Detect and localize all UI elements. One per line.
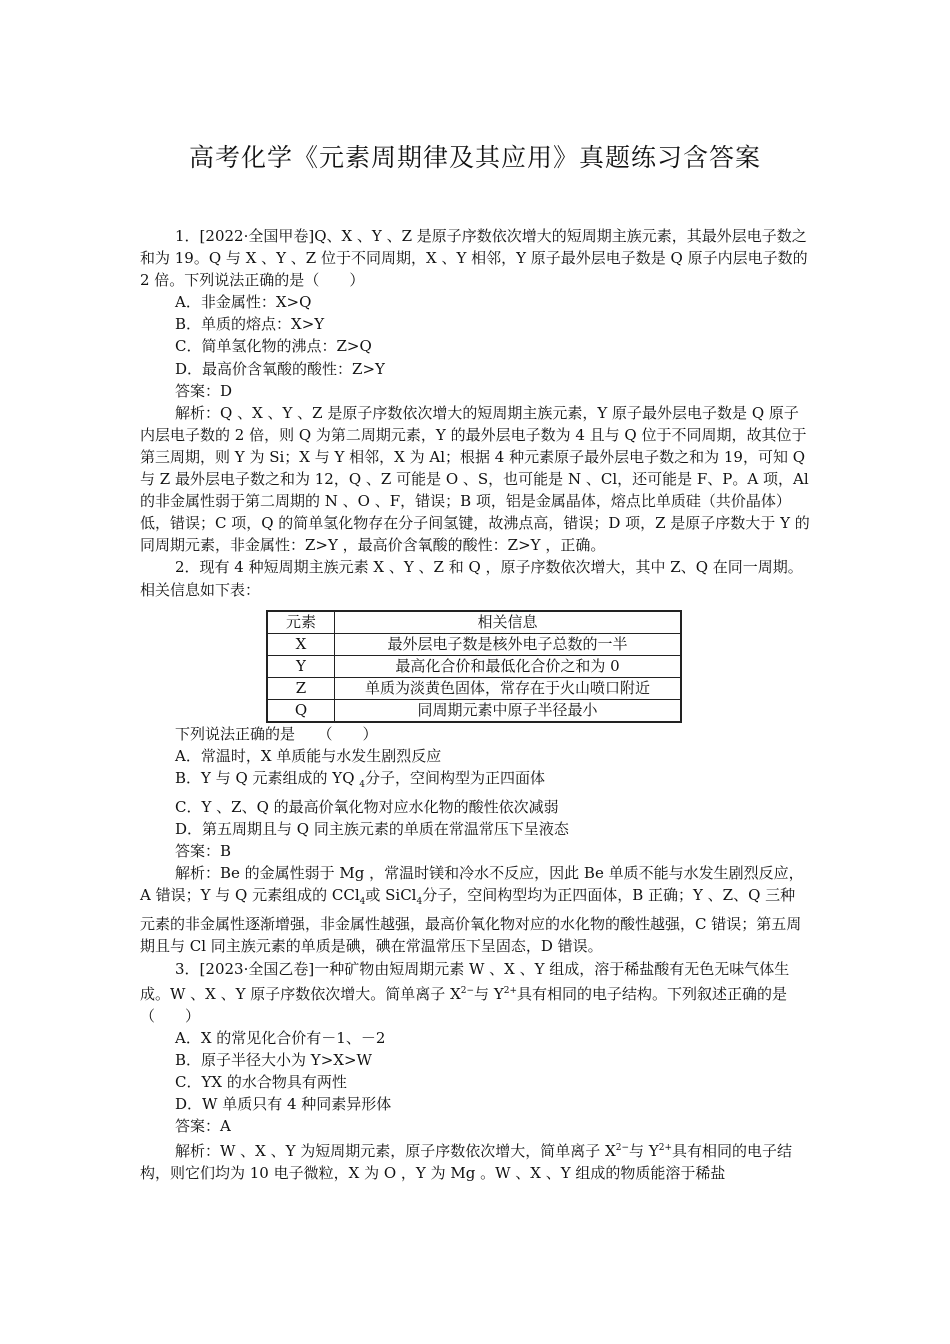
table-cell-info: 同周期元素中原子半径最小 [335,699,682,722]
element-info-table [266,610,682,723]
table-row [267,655,681,677]
table-cell-element: Q [267,699,335,722]
q1-stem: 1．[2022·全国甲卷]Q、X 、Y 、Z 是原子序数依次增大的短周期主族元素，其最外层电子数之和为 19。Q 与 X 、Y 、Z 位于不同周期，X 、Y 相邻，Y 原子最外层电子数是 Q 原子内层电子数的 2 倍。下列说法正确的是（ ） [140,227,808,290]
q3-option-b: B．原子半径大小为 Y>X>W [175,1050,372,1069]
table-cell-info: 最高化合价和最低化合价之和为 0 [335,655,682,677]
q2-analysis-text: 分子，空间构型均为正四面体，B 正确；Y 、Z、Q 三种元素的非金属性逐渐增强，非金属性越强，最高价氧化物对应的水化物的酸性越强，C 错误；第五周期且与 Cl 同主族元素的单质是碘，碘在常温常压下呈固态，D 错误。 [140,886,802,956]
q2-analysis-text: 或 SiCl [365,886,417,905]
subscript: 4 [416,897,423,908]
table-cell-element: Y [267,655,335,677]
q2-analysis [140,862,810,957]
subscript: 4 [359,897,366,908]
q3-stem-text: 3．[2023·全国乙卷]一种矿物由短周期元素 W 、X 、Y 组成，溶于稀盐酸有无色无味气体生成。W 、X 、Y 原子序数依次增大。简单离子 X [140,959,790,1003]
q2-option-d: D．第五周期且与 Q 同主族元素的单质在常温常压下呈液态 [175,819,569,838]
q1-option-d: D．最高价含氧酸的酸性：Z>Y [175,359,385,378]
q2-option-b [140,767,810,796]
superscript: 2− [460,985,475,996]
q3-analysis-text: 与 Y [629,1142,659,1161]
superscript: 2+ [658,1143,672,1154]
table-row [267,633,681,655]
q3-option-d: D．W 单质只有 4 种同素异形体 [175,1095,392,1114]
table-cell-element: Z [267,677,335,699]
table-header-row [267,611,681,634]
q2-option-a: A．常温时，X 单质能与水发生剧烈反应 [175,746,442,765]
q3-analysis-text: 解析：W 、X 、Y 为短周期元素，原子序数依次增大，简单离子 X [175,1142,616,1161]
q1-option-c: C．简单氢化物的沸点：Z>Q [175,337,372,356]
superscript: 2− [615,1143,630,1154]
q3-answer: 答案：A [175,1117,231,1136]
q3-stem-text: 与 Y [474,984,504,1003]
table-cell-info: 最外层电子数是核外电子总数的一半 [335,633,682,655]
q1-answer: 答案：D [175,381,233,400]
q2-analysis-text: 解析：Be 的金属性弱于 Mg ，常温时镁和冷水不反应，因此 Be 单质不能与水发生剧烈反应，A 错误；Y 与 Q 元素组成的 CCl [140,864,804,905]
table-header-cell: 元素 [267,611,335,634]
superscript: 2+ [503,985,517,996]
table-row [267,699,681,722]
q3-analysis-text: 具有相同的电子结构，则它们均为 10 电子微粒，X 为 O ，Y 为 Mg 。W 、X 、Y 组成的物质能溶于稀盐 [140,1142,793,1183]
q1-option-b: B．单质的熔点：X>Y [175,315,325,334]
q3-analysis [140,1137,810,1184]
q2-option-b-text: B．Y 与 Q 元素组成的 YQ [175,768,360,787]
q3-stem [140,958,810,1027]
document-body [140,225,810,1184]
subscript: 4 [359,779,365,790]
q3-stem-text: 具有相同的电子结构。下列叙述正确的是（ ） [140,984,788,1025]
q1-analysis: 解析：Q 、X 、Y 、Z 是原子序数依次增大的短周期主族元素，Y 原子最外层电子数是 Q 原子内层电子数的 2 倍，则 Q 为第二周期元素，Y 的最外层电子数为 4 且与 Q 位于不同周期，故其位于第三周期，则 Y 为 Si；X 与 Y 相邻，X 为 Al；根据 4 种元素原子最外层电子数之和为 19，可知 Q 与 Z 最外层电子数之和为 12，Q 、Z 可能是 O 、S，也可能是 N 、Cl，还可能是 F、P。A 项，Al 的非金属性弱于第二周期的 N 、O 、F，错误；B 项，铝是金属晶体，熔点比单质硅（共价晶体）低，错误；C 项，Q 的简单氢化物存在分子间氢键，故沸点高，错误；D 项，Z 是原子序数大于 Y 的同周期元素，非金属性：Z>Y ，最高价含氧酸的酸性：Z>Y ，正确。 [140,403,810,555]
q2-prompt: 下列说法正确的是 （ ） [175,724,378,743]
q2-option-c: C．Y 、Z、Q 的最高价氧化物对应水化物的酸性依次减弱 [175,797,559,816]
table-cell-info: 单质为淡黄色固体，常存在于火山喷口附近 [335,677,682,699]
q1-option-a: A．非金属性：X>Q [175,293,312,312]
q3-option-a: A．X 的常见化合价有－1、－2 [175,1028,386,1047]
q2-stem: 2．现有 4 种短周期主族元素 X 、Y 、Z 和 Q ，原子序数依次增大，其中 Z、Q 在同一周期。相关信息如下表： [140,558,803,599]
table-cell-element: X [267,633,335,655]
q3-option-c: C．YX 的水合物具有两性 [175,1073,347,1091]
table-header-cell: 相关信息 [335,611,682,634]
page-title: 高考化学《元素周期律及其应用》真题练习含答案 [188,143,761,172]
q2-answer: 答案：B [175,842,232,861]
table-row [267,677,681,699]
q2-option-b-text-end: 分子，空间构型为正四面体 [365,768,546,787]
